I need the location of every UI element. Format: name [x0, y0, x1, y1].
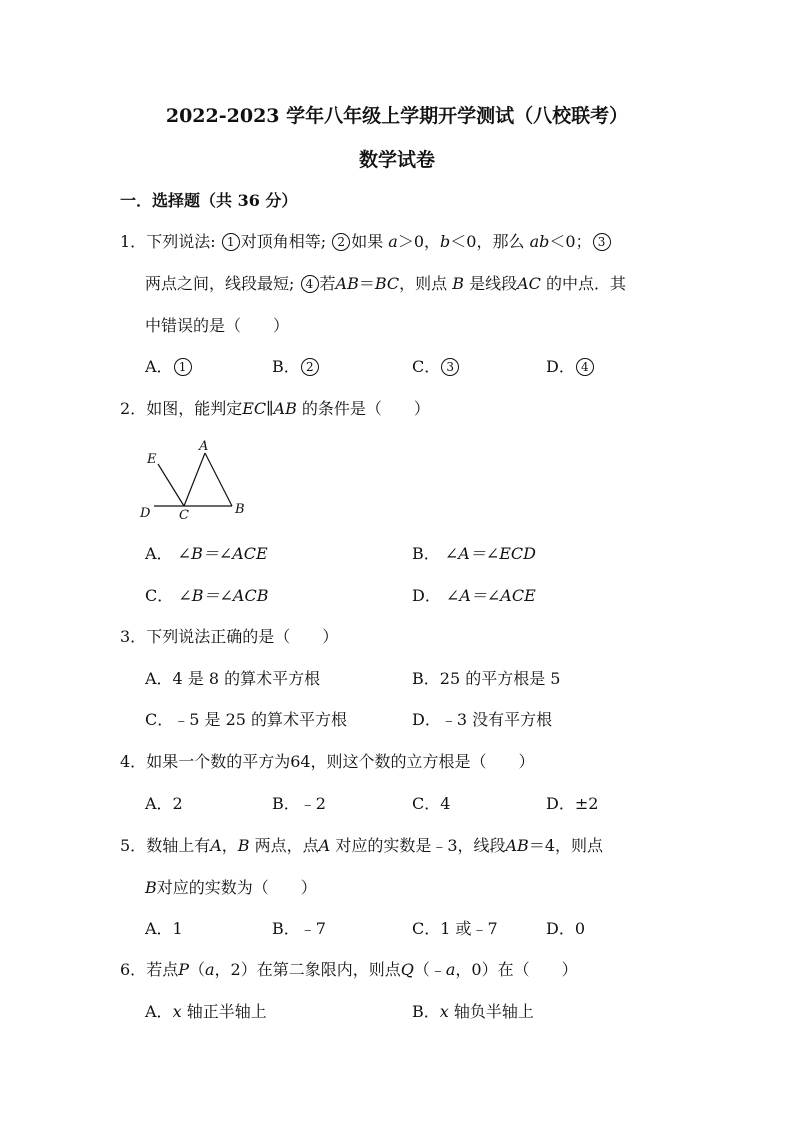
var-a: a: [204, 960, 215, 979]
text: ＝: [358, 274, 375, 293]
label-D: D: [140, 506, 151, 521]
text: 如图，能判定: [146, 399, 243, 418]
question-number: 1．: [120, 232, 147, 251]
text: ，则点: [399, 274, 448, 293]
question-number: 5．: [120, 836, 147, 855]
var-B: B: [452, 274, 465, 293]
question-5-line-1: [120, 836, 603, 856]
q5-option-c[interactable]: C．1 或﹣7: [412, 919, 498, 938]
option-text: ∠B＝∠ACE: [177, 544, 268, 563]
text: 对应的实数是﹣3，线段: [335, 836, 506, 855]
circled-3-icon: 3: [441, 358, 459, 376]
text: 数轴上有: [146, 836, 211, 855]
option-label: A．: [145, 544, 173, 563]
text: 如果: [351, 232, 384, 251]
text: 如果一个数的平方为64，则这个数的立方根是（ ）: [146, 752, 535, 771]
q2-option-a[interactable]: [145, 544, 268, 564]
line-CA: [184, 453, 205, 506]
q1-option-d[interactable]: [546, 357, 595, 377]
option-label: A．: [145, 1002, 173, 1021]
text: 的中点．其: [546, 274, 627, 293]
q4-option-a[interactable]: A．2: [145, 794, 183, 813]
q1-option-b[interactable]: [272, 357, 320, 377]
text: 若点: [146, 960, 179, 979]
text: ，2）在第二象限内，则点: [214, 960, 401, 979]
option-label: B．: [412, 544, 440, 563]
var-EC: EC: [242, 399, 267, 418]
var-AB: AB: [505, 836, 529, 855]
question-number: 3．: [120, 627, 147, 646]
q6-option-b[interactable]: [412, 1002, 534, 1022]
option-text: ∠B＝∠ACB: [178, 586, 269, 605]
var-a: a: [388, 232, 398, 251]
label-A: A: [199, 439, 209, 454]
text: ＞0，: [397, 232, 441, 251]
q4-option-d[interactable]: D．±2: [546, 794, 599, 813]
circled-1-icon: 1: [222, 233, 240, 251]
var-ab: ab: [529, 232, 550, 251]
text: 若: [319, 274, 336, 293]
exam-subtitle: 数学试卷: [358, 149, 435, 171]
text: 下列说法:: [146, 232, 216, 251]
question-number: 2．: [120, 399, 147, 418]
q3-option-a[interactable]: A．4 是 8 的算术平方根: [145, 669, 321, 688]
line-AB: [205, 453, 232, 506]
option-label: A．: [145, 357, 173, 376]
label-C: C: [179, 508, 189, 523]
circled-3-icon: 3: [593, 233, 611, 251]
option-label: C．: [145, 586, 174, 605]
label-B: B: [235, 502, 245, 517]
option-text: 轴负半轴上: [453, 1002, 534, 1021]
label-E: E: [147, 452, 157, 467]
option-label: D．: [546, 357, 575, 376]
var-a: a: [445, 960, 456, 979]
q2-option-d[interactable]: [412, 586, 536, 606]
option-label: B．: [412, 1002, 440, 1021]
q1-option-c[interactable]: [412, 357, 460, 377]
circled-1-icon: 1: [174, 358, 192, 376]
circled-4-icon: 4: [576, 358, 594, 376]
exam-title: 2022-2023 学年八年级上学期开学测试（八校联考）: [165, 105, 629, 127]
option-label: C．: [412, 357, 441, 376]
q5-option-d[interactable]: D．0: [546, 919, 586, 938]
option-text: 轴正半轴上: [186, 1002, 267, 1021]
var-A: A: [210, 836, 222, 855]
text: 的条件是（ ）: [301, 399, 430, 418]
var-b: b: [440, 232, 451, 251]
parallel-symbol: ∥: [266, 399, 274, 418]
text: ，0）在（ ）: [455, 960, 578, 979]
statement-1: 对顶角相等;: [240, 232, 327, 251]
var-B: B: [237, 836, 250, 855]
question-2-stem: [120, 399, 430, 419]
section-heading: 一．选择题（共 36 分）: [120, 191, 298, 210]
question-number: 6．: [120, 960, 147, 979]
q2-option-b[interactable]: [412, 544, 536, 564]
q4-option-b[interactable]: B．﹣2: [272, 794, 326, 813]
question-number: 4．: [120, 752, 147, 771]
q6-option-a[interactable]: [145, 1002, 267, 1022]
question-1-line-3: 中错误的是（ ）: [145, 316, 290, 335]
q3-option-b[interactable]: B．25 的平方根是 5: [412, 669, 561, 688]
circled-4-icon: 4: [301, 275, 319, 293]
var-Q: Q: [400, 960, 414, 979]
q5-option-b[interactable]: B．﹣7: [272, 919, 326, 938]
text: 两点，点: [254, 836, 319, 855]
question-6-stem: [120, 960, 578, 980]
text: ＝4，则点: [528, 836, 603, 855]
option-text: ∠A＝∠ACE: [445, 586, 536, 605]
text: 对应的实数为（ ）: [156, 878, 317, 897]
text: 是线段: [469, 274, 518, 293]
text: （: [188, 960, 205, 979]
q5-option-a[interactable]: A．1: [145, 919, 183, 938]
var-AB: AB: [335, 274, 359, 293]
var-P: P: [178, 960, 189, 979]
question-4-stem: [120, 752, 535, 772]
geometry-figure: [136, 436, 256, 526]
var-x: x: [172, 1002, 182, 1021]
q4-option-c[interactable]: C．4: [412, 794, 451, 813]
option-label: B．: [272, 357, 300, 376]
text: （﹣: [413, 960, 446, 979]
question-5-line-2: [145, 878, 317, 898]
option-label: D．: [412, 586, 441, 605]
question-3-stem: [120, 627, 338, 647]
q2-option-c[interactable]: [145, 586, 268, 606]
q1-option-a[interactable]: [145, 357, 193, 377]
text: ＜0，那么: [450, 232, 525, 251]
text: 下列说法正确的是（ ）: [146, 627, 339, 646]
question-1-line-2: [145, 274, 626, 294]
var-A: A: [318, 836, 331, 855]
text: ＜0；: [549, 232, 592, 251]
q3-option-d[interactable]: D．﹣3 没有平方根: [412, 710, 553, 729]
line-EC: [158, 464, 184, 506]
var-BC: BC: [374, 274, 400, 293]
text: ，: [221, 836, 238, 855]
var-x: x: [439, 1002, 449, 1021]
statement-3: 两点之间，线段最短;: [145, 274, 295, 293]
circled-2-icon: 2: [301, 358, 319, 376]
var-AC: AC: [517, 274, 541, 293]
option-text: ∠A＝∠ECD: [444, 544, 536, 563]
question-1-line-1: [120, 232, 612, 252]
circled-2-icon: 2: [332, 233, 350, 251]
q3-option-c[interactable]: C．﹣5 是 25 的算术平方根: [145, 710, 348, 729]
var-AB: AB: [273, 399, 297, 418]
var-B: B: [145, 878, 157, 897]
